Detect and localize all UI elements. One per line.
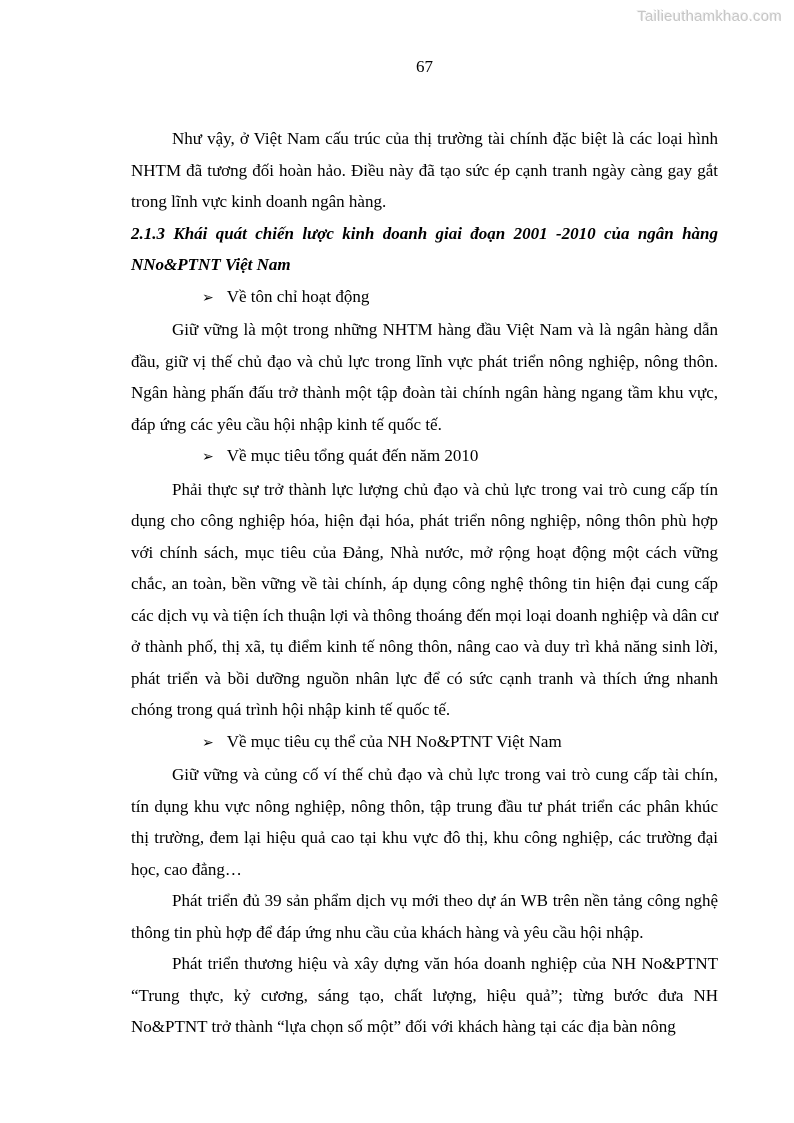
paragraph: Phát triển thương hiệu và xây dựng văn hóa doanh nghiệp của NH No&PTNT “Trung thực, kỷ cương, sáng tạo, chất lượng, hiệu quả”; từng bước đưa NH No&PTNT trở thành “lựa chọn số một” đối với khách hàng tại các địa bàn nông bbox=[131, 954, 718, 1036]
bullet-item bbox=[131, 440, 718, 474]
paragraph: Như vậy, ở Việt Nam cấu trúc của thị trường tài chính đặc biệt là các loại hình NHTM đã tương đối hoàn hảo. Điều này đã tạo sức ép cạnh tranh ngày càng gay gắt trong lĩnh vực kinh doanh ngân hàng. bbox=[131, 129, 718, 211]
bullet-item bbox=[131, 726, 718, 760]
bullet-item-label: Về mục tiêu tổng quát đến năm 2010 bbox=[226, 446, 479, 465]
bullet-item-label: Về tôn chỉ hoạt động bbox=[226, 286, 370, 306]
page-number: 67 bbox=[416, 57, 433, 76]
arrow-bullet-icon: ➢ bbox=[202, 734, 214, 751]
bullet-item-label: Về mục tiêu cụ thể của NH No&PTNT Việt Nam bbox=[226, 731, 562, 751]
paragraph: Giữ vững là một trong những NHTM hàng đầu Việt Nam và là ngân hàng dẫn đầu, giữ vị thế chủ đạo và chủ lực trong lĩnh vực phát triển nông nghiệp, nông thôn. Ngân hàng phấn đấu trở thành một tập đoàn tài chính ngân hàng ngang tầm khu vực, đáp ứng các yêu cầu hội nhập kinh tế quốc tế. bbox=[131, 320, 718, 434]
section-heading: 2.1.3 Khái quát chiến lược kinh doanh giai đoạn 2001 -2010 của ngân hàng NNo&PTNT Việt Nam bbox=[131, 223, 718, 274]
arrow-bullet-icon: ➢ bbox=[202, 449, 214, 465]
document-body bbox=[131, 123, 718, 1043]
paragraph: Phải thực sự trở thành lực lượng chủ đạo và chủ lực trong vai trò cung cấp tín dụng cho công nghiệp hóa, hiện đại hóa, phát triển nông nghiệp, nông thôn phù hợp với chính sách, mục tiêu của Đảng, Nhà nước, mở rộng hoạt động một cách vững chắc, an toàn, bền vững về tài chính, áp dụng công nghệ thông tin hiện đại cung cấp các dịch vụ và tiện ích thuận lợi và thông thoáng đến mọi loại doanh nghiệp và dân cư ở thành phố, thị xã, tụ điểm kinh tế nông thôn, nâng cao và duy trì khả năng sinh lời, phát triển và bồi dưỡng nguồn nhân lực để có sức cạnh tranh và thích ứng nhanh chóng trong quá trình hội nhập kinh tế quốc tế. bbox=[131, 479, 718, 719]
bullet-item bbox=[131, 281, 718, 315]
paragraph: Giữ vững và củng cố ví thế chủ đạo và chủ lực trong vai trò cung cấp tài chín, tín dụng khu vực nông nghiệp, nông thôn, tập trung đầu tư phát triển các phân khúc thị trường, đem lại hiệu quả cao tại khu vực đô thị, khu công nghiệp, các trường đại học, cao đẳng… bbox=[131, 765, 718, 879]
watermark: Tailieuthamkhao.com bbox=[637, 8, 782, 25]
arrow-bullet-icon: ➢ bbox=[202, 289, 214, 306]
paragraph: Phát triển đủ 39 sản phẩm dịch vụ mới theo dự án WB trên nền tảng công nghệ thông tin phù hợp để đáp ứng nhu cầu của khách hàng và yêu cầu hội nhập. bbox=[131, 891, 718, 942]
